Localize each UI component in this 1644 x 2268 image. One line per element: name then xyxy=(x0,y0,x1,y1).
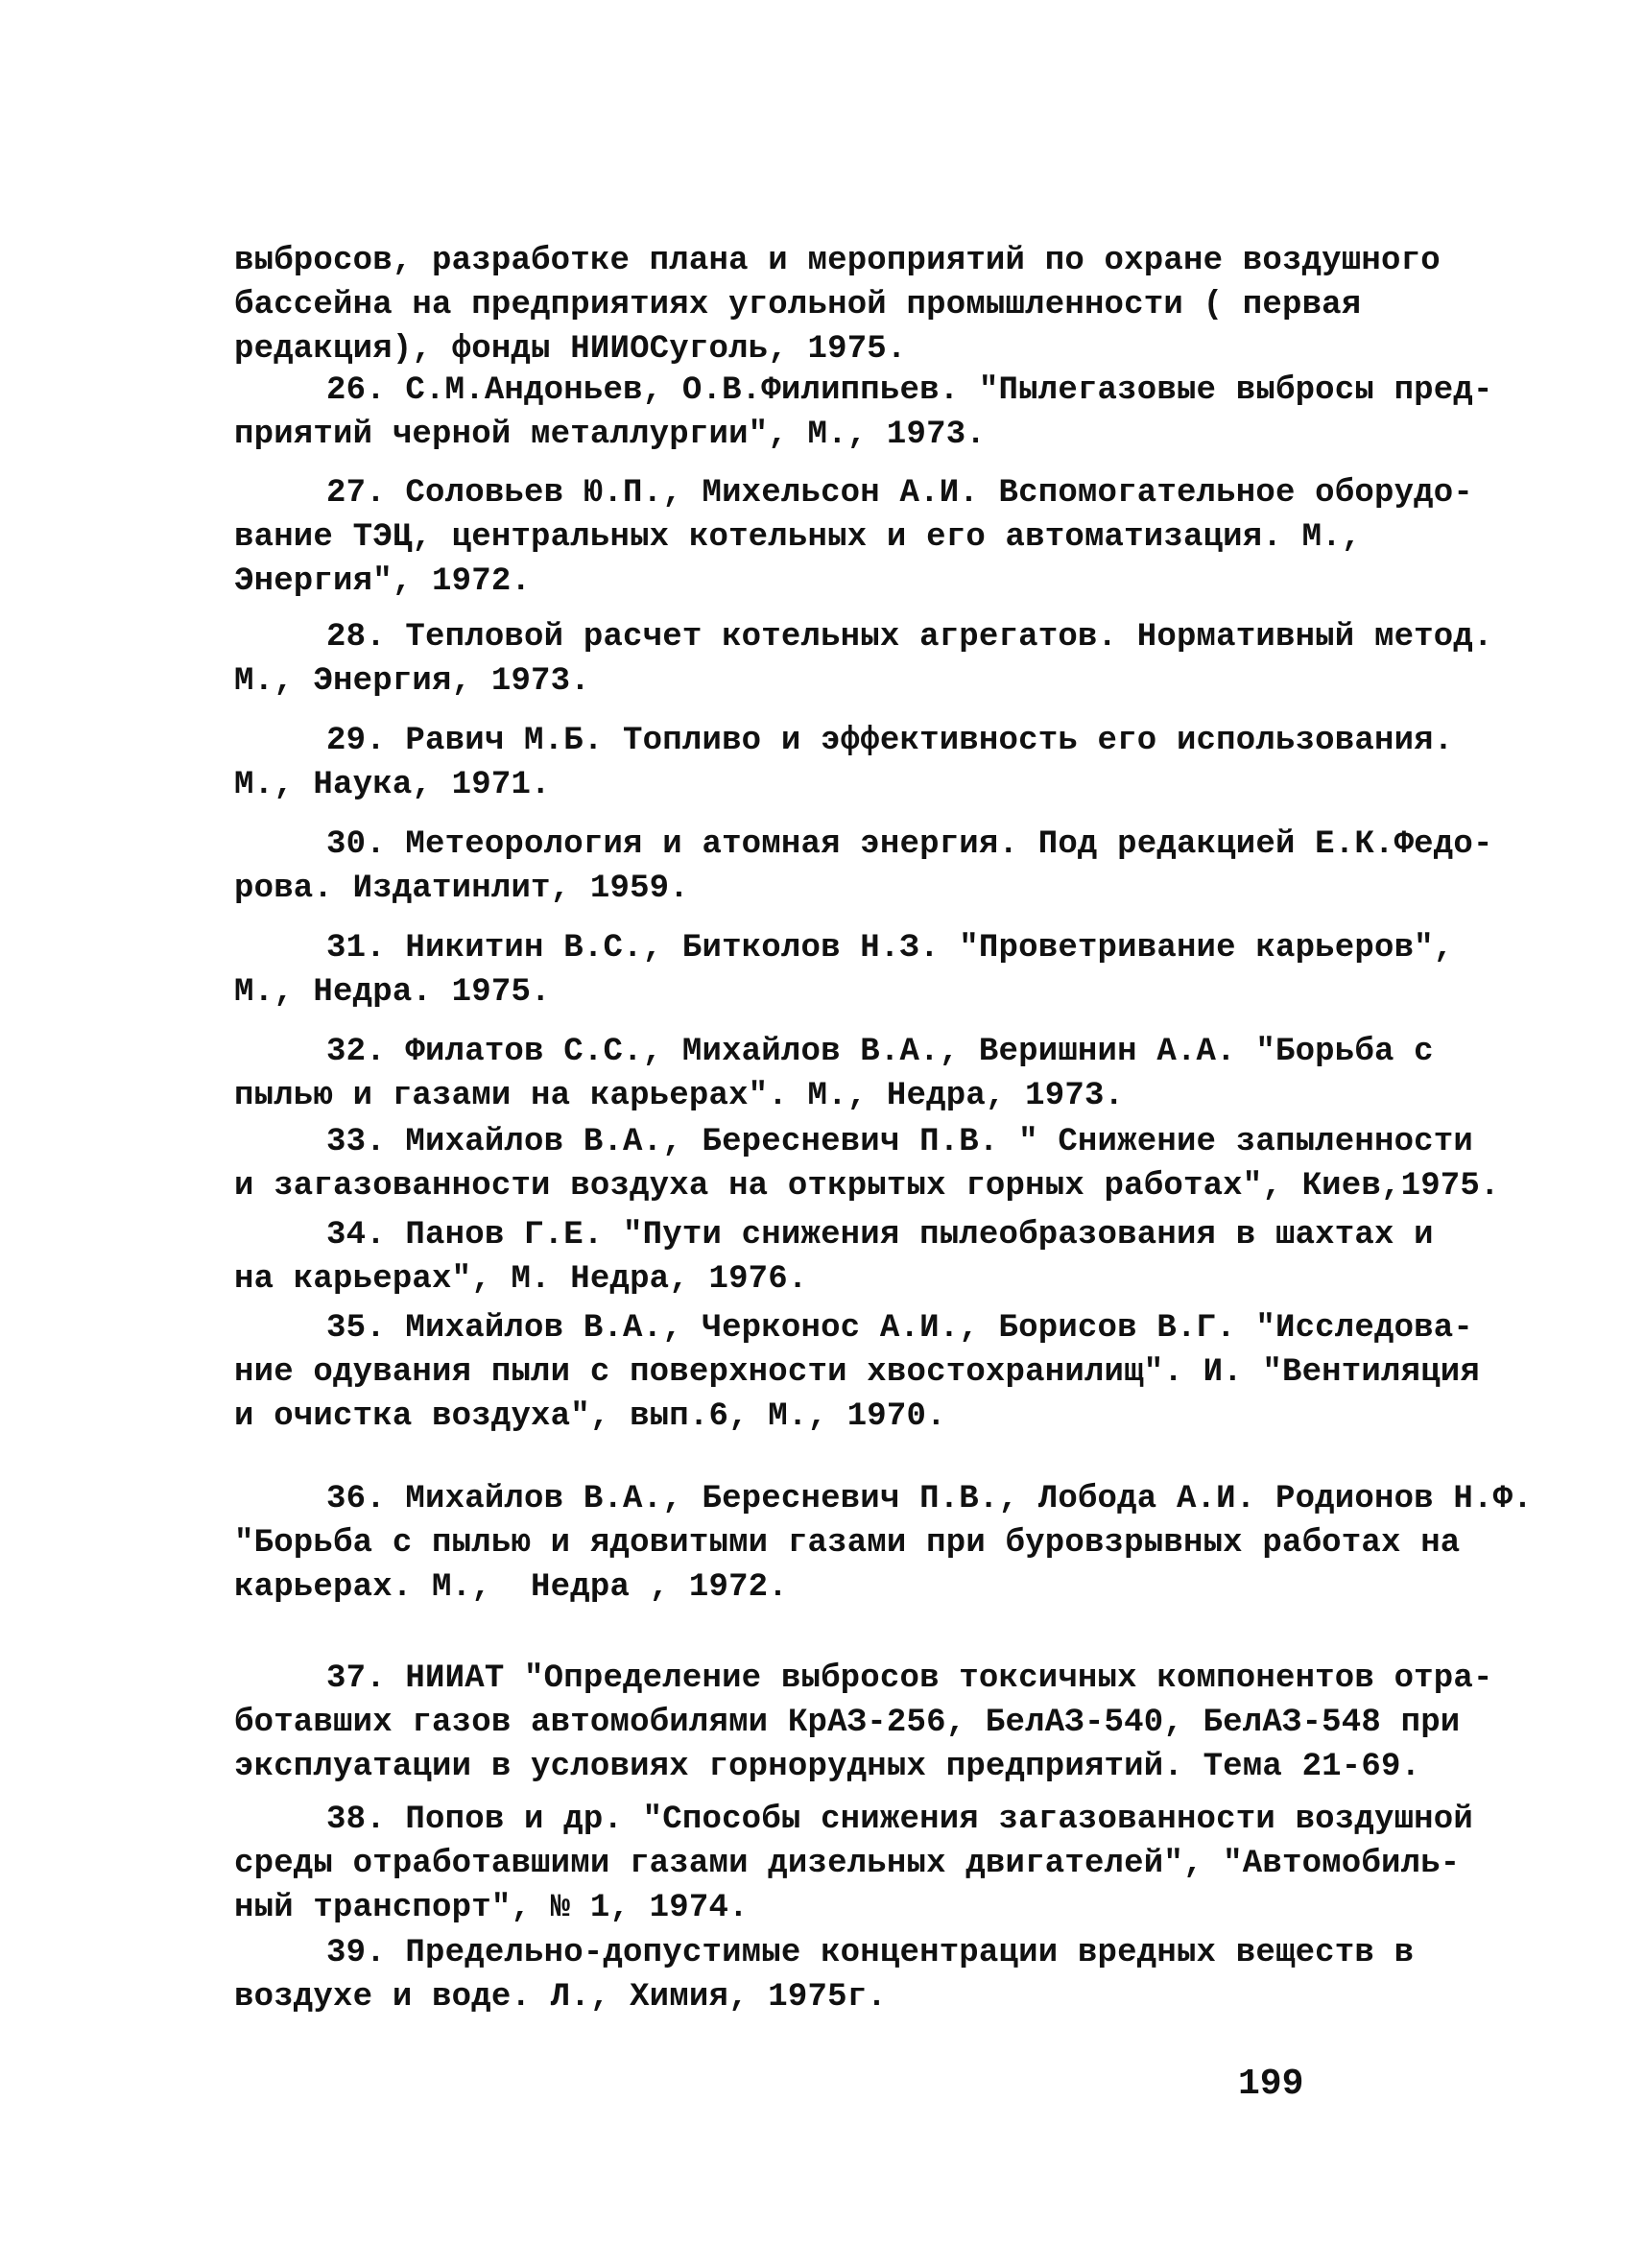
reference-line: 33. Михайлов В.А., Бересневич П.В. " Снижение запыленности xyxy=(326,1124,1473,1160)
reference-line: и загазованности воздуха на открытых горных работах", Киев,1975. xyxy=(234,1168,1500,1205)
reference-line: 34. Панов Г.Е. "Пути снижения пылеобразования в шахтах и xyxy=(326,1217,1434,1253)
reference-line: вание ТЭЦ, центральных котельных и его автоматизация. М., xyxy=(234,519,1362,556)
reference-line: "Борьба с пылью и ядовитыми газами при буровзрывных работах на xyxy=(234,1525,1461,1562)
reference-line: ботавших газов автомобилями КрАЗ-256, БелАЗ-540, БелАЗ-548 при xyxy=(234,1705,1461,1741)
reference-line: 26. С.М.Андоньев, О.В.Филиппьев. "Пылегазовые выбросы пред- xyxy=(326,372,1493,409)
reference-line: воздухе и воде. Л., Химия, 1975г. xyxy=(234,1979,887,2016)
reference-line: М., Недра. 1975. xyxy=(234,974,551,1011)
reference-line: пылью и газами на карьерах". М., Недра, 1973. xyxy=(234,1078,1125,1114)
reference-line: 27. Соловьев Ю.П., Михельсон А.И. Вспомогательное оборудо- xyxy=(326,475,1473,512)
reference-line: среды отработавшими газами дизельных двигателей", "Автомобиль- xyxy=(234,1846,1461,1882)
reference-line: 35. Михайлов В.А., Черконос А.И., Борисов В.Г. "Исследова- xyxy=(326,1310,1473,1347)
reference-line: 36. Михайлов В.А., Бересневич П.В., Лобода А.И. Родионов Н.Ф. xyxy=(326,1481,1533,1517)
reference-line: Энергия", 1972. xyxy=(234,563,532,600)
reference-line: 32. Филатов С.С., Михайлов В.А., Веришнин А.А. "Борьба с xyxy=(326,1034,1434,1070)
reference-line: М., Энергия, 1973. xyxy=(234,663,590,700)
reference-line: 31. Никитин В.С., Битколов Н.З. "Проветривание карьеров", xyxy=(326,930,1454,967)
reference-line: ние одувания пыли с поверхности хвостохранилищ". И. "Вентиляция xyxy=(234,1354,1481,1391)
reference-line: М., Наука, 1971. xyxy=(234,767,551,803)
reference-line: эксплуатации в условиях горнорудных предприятий. Тема 21-69. xyxy=(234,1749,1421,1785)
reference-continuation-line: выбросов, разработке плана и мероприятий по охране воздушного xyxy=(234,243,1441,279)
page-number: 199 xyxy=(1238,2064,1304,2105)
reference-line: приятий черной металлургии", М., 1973. xyxy=(234,417,986,453)
reference-line: 37. НИИАТ "Определение выбросов токсичных компонентов отра- xyxy=(326,1660,1493,1697)
reference-line: 28. Тепловой расчет котельных агрегатов. Нормативный метод. xyxy=(326,619,1493,656)
reference-line: 38. Попов и др. "Способы снижения загазованности воздушной xyxy=(326,1802,1473,1838)
reference-continuation-line: бассейна на предприятиях угольной промышленности ( первая xyxy=(234,287,1362,323)
reference-line: на карьерах", М. Недра, 1976. xyxy=(234,1261,808,1298)
reference-line: 29. Равич М.Б. Топливо и эффективность его использования. xyxy=(326,723,1454,759)
reference-line: 39. Предельно-допустимые концентрации вредных веществ в xyxy=(326,1935,1415,1971)
reference-line: карьерах. М., Недра , 1972. xyxy=(234,1569,788,1606)
reference-continuation-line: редакция), фонды НИИОСуголь, 1975. xyxy=(234,331,907,368)
reference-line: рова. Издатинлит, 1959. xyxy=(234,871,689,907)
reference-line: 30. Метеорология и атомная энергия. Под редакцией Е.К.Федо- xyxy=(326,826,1493,863)
reference-line: и очистка воздуха", вып.6, М., 1970. xyxy=(234,1398,946,1435)
reference-line: ный транспорт", № 1, 1974. xyxy=(234,1890,749,1926)
